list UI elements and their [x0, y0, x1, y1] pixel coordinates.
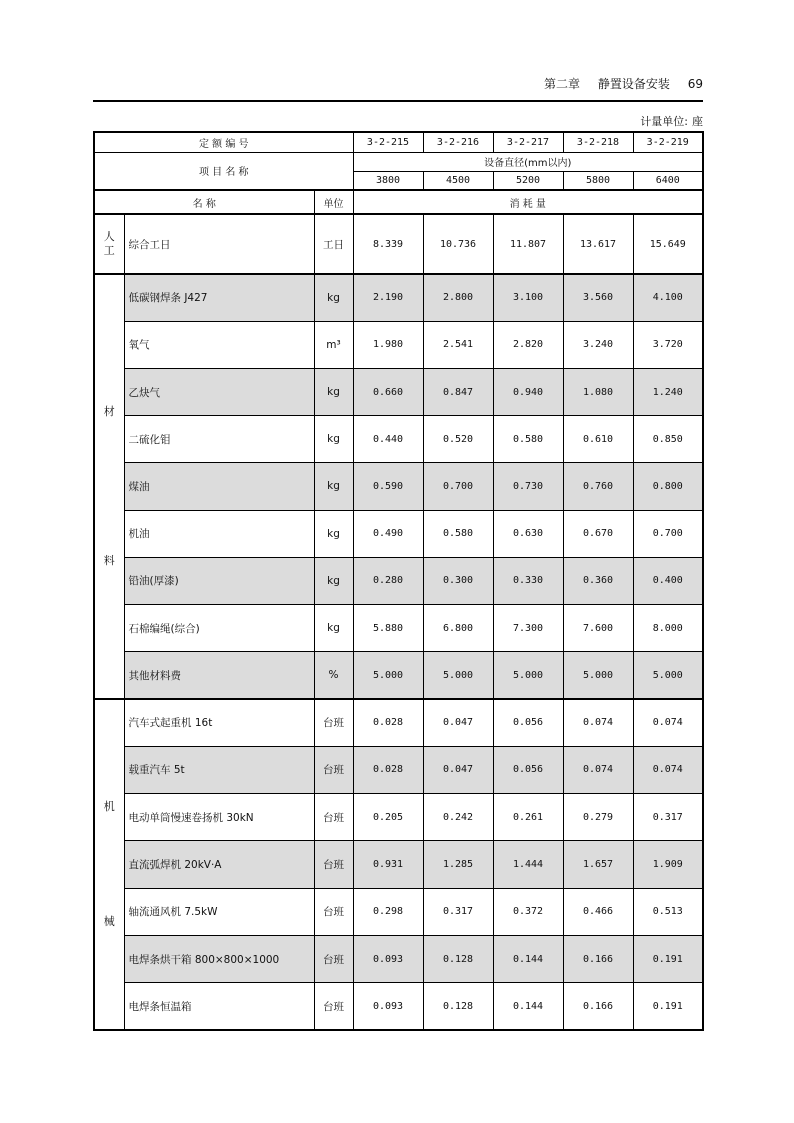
consumption-value: 0.191 — [633, 983, 703, 1030]
consumption-value: 2.800 — [423, 274, 493, 321]
consumption-value: 0.261 — [493, 794, 563, 841]
consumption-value: 10.736 — [423, 214, 493, 274]
item-unit: kg — [314, 605, 353, 652]
item-name: 氧气 — [124, 321, 314, 368]
consumption-value: 0.660 — [353, 368, 423, 415]
item-unit: m³ — [314, 321, 353, 368]
item-unit: kg — [314, 463, 353, 510]
consumption-value: 15.649 — [633, 214, 703, 274]
category-material — [94, 274, 124, 699]
table-row — [94, 214, 703, 274]
item-name: 载重汽车 5t — [124, 746, 314, 793]
item-unit: kg — [314, 416, 353, 463]
category-labor — [94, 214, 124, 274]
quota-number: 3-2-219 — [633, 132, 703, 152]
table-row — [94, 746, 703, 793]
consumption-value: 0.279 — [563, 794, 633, 841]
consumption-value: 0.360 — [563, 557, 633, 604]
consumption-value: 0.093 — [353, 935, 423, 982]
consumption-value: 2.820 — [493, 321, 563, 368]
consumption-value: 0.940 — [493, 368, 563, 415]
consumption-value: 1.980 — [353, 321, 423, 368]
table-row — [94, 368, 703, 415]
item-unit: kg — [314, 274, 353, 321]
col-name-header: 名 称 — [94, 190, 314, 214]
diameter-value: 4500 — [423, 171, 493, 190]
unit-note-value: 座 — [692, 115, 703, 128]
consumption-value: 5.000 — [353, 652, 423, 699]
consumption-value: 0.610 — [563, 416, 633, 463]
consumption-value: 0.166 — [563, 935, 633, 982]
category-char: 人 — [103, 229, 115, 243]
item-unit: 台班 — [314, 888, 353, 935]
col-unit-header: 单位 — [314, 190, 353, 214]
item-unit: kg — [314, 510, 353, 557]
consumption-value: 0.144 — [493, 935, 563, 982]
consumption-value: 0.128 — [423, 983, 493, 1030]
consumption-value: 2.541 — [423, 321, 493, 368]
item-unit: 台班 — [314, 794, 353, 841]
consumption-value: 0.056 — [493, 699, 563, 746]
item-unit: 台班 — [314, 699, 353, 746]
consumption-value: 0.047 — [423, 746, 493, 793]
consumption-value: 0.730 — [493, 463, 563, 510]
consumption-value: 0.847 — [423, 368, 493, 415]
item-unit: 台班 — [314, 841, 353, 888]
consumption-value: 6.800 — [423, 605, 493, 652]
diameter-value: 3800 — [353, 171, 423, 190]
consumption-value: 0.191 — [633, 935, 703, 982]
item-unit: 工日 — [314, 214, 353, 274]
category-machine — [94, 699, 124, 1030]
consumption-value: 13.617 — [563, 214, 633, 274]
header-rule — [93, 100, 703, 102]
item-name: 电动单筒慢速卷扬机 30kN — [124, 794, 314, 841]
consumption-value: 3.100 — [493, 274, 563, 321]
consumption-value: 0.590 — [353, 463, 423, 510]
consumption-value: 0.056 — [493, 746, 563, 793]
consumption-value: 0.490 — [353, 510, 423, 557]
table-row — [94, 274, 703, 321]
item-unit: 台班 — [314, 983, 353, 1030]
consumption-value: 0.700 — [633, 510, 703, 557]
consumption-value: 0.074 — [563, 746, 633, 793]
quota-number-row — [94, 132, 703, 152]
category-char: 料 — [103, 553, 115, 567]
consumption-value: 8.000 — [633, 605, 703, 652]
consumption-value: 1.909 — [633, 841, 703, 888]
quota-number: 3-2-215 — [353, 132, 423, 152]
page-number: 69 — [687, 77, 703, 91]
consumption-value: 0.028 — [353, 746, 423, 793]
item-name: 汽车式起重机 16t — [124, 699, 314, 746]
consumption-value: 0.205 — [353, 794, 423, 841]
section-title: 静置设备安装 — [597, 77, 670, 91]
item-name: 机油 — [124, 510, 314, 557]
consumption-value: 0.317 — [423, 888, 493, 935]
consumption-value: 2.190 — [353, 274, 423, 321]
column-header-row — [94, 190, 703, 214]
table-row — [94, 841, 703, 888]
quota-label: 定 额 编 号 — [94, 132, 353, 152]
consumption-value: 5.000 — [493, 652, 563, 699]
consumption-value: 0.074 — [633, 746, 703, 793]
table-row — [94, 652, 703, 699]
consumption-value: 0.047 — [423, 699, 493, 746]
item-unit: 台班 — [314, 935, 353, 982]
consumption-value: 4.100 — [633, 274, 703, 321]
consumption-value: 0.850 — [633, 416, 703, 463]
consumption-value: 7.600 — [563, 605, 633, 652]
consumption-value: 0.580 — [423, 510, 493, 557]
unit-note-label: 计量单位: — [640, 115, 688, 128]
table-row — [94, 888, 703, 935]
diameter-value: 5800 — [563, 171, 633, 190]
consumption-value: 0.513 — [633, 888, 703, 935]
consumption-value: 0.242 — [423, 794, 493, 841]
consumption-value: 1.080 — [563, 368, 633, 415]
consumption-value: 0.074 — [563, 699, 633, 746]
item-unit: kg — [314, 368, 353, 415]
consumption-value: 0.670 — [563, 510, 633, 557]
chapter-label: 第二章 — [544, 77, 581, 91]
consumption-value: 5.000 — [633, 652, 703, 699]
item-name: 综合工日 — [124, 214, 314, 274]
category-char: 械 — [103, 914, 115, 928]
consumption-value: 3.240 — [563, 321, 633, 368]
consumption-value: 0.440 — [353, 416, 423, 463]
consumption-value: 0.028 — [353, 699, 423, 746]
table-row — [94, 463, 703, 510]
table-row — [94, 983, 703, 1030]
consumption-value: 0.074 — [633, 699, 703, 746]
consumption-value: 0.700 — [423, 463, 493, 510]
param-row — [94, 152, 703, 171]
table-row — [94, 321, 703, 368]
consumption-value: 0.400 — [633, 557, 703, 604]
consumption-value: 1.657 — [563, 841, 633, 888]
item-name: 煤油 — [124, 463, 314, 510]
item-name: 铅油(厚漆) — [124, 557, 314, 604]
item-name: 低碳钢焊条 J427 — [124, 274, 314, 321]
category-char: 工 — [103, 244, 115, 257]
consumption-value: 8.339 — [353, 214, 423, 274]
consumption-value: 0.166 — [563, 983, 633, 1030]
consumption-value: 0.128 — [423, 935, 493, 982]
consumption-value: 0.466 — [563, 888, 633, 935]
item-name: 石棉编绳(综合) — [124, 605, 314, 652]
consumption-value: 0.580 — [493, 416, 563, 463]
item-name: 其他材料费 — [124, 652, 314, 699]
category-char: 机 — [103, 800, 115, 813]
consumption-value: 1.240 — [633, 368, 703, 415]
consumption-value: 0.760 — [563, 463, 633, 510]
item-name: 直流弧焊机 20kV·A — [124, 841, 314, 888]
diameter-value: 6400 — [633, 171, 703, 190]
consumption-value: 5.880 — [353, 605, 423, 652]
quota-number: 3-2-217 — [493, 132, 563, 152]
quota-table — [93, 131, 704, 1031]
table-row — [94, 416, 703, 463]
consumption-value: 5.000 — [563, 652, 633, 699]
table-row — [94, 935, 703, 982]
consumption-value: 1.285 — [423, 841, 493, 888]
consumption-value: 3.560 — [563, 274, 633, 321]
item-name: 电焊条恒温箱 — [124, 983, 314, 1030]
item-name: 二硫化钼 — [124, 416, 314, 463]
unit-note — [93, 113, 703, 129]
consumption-value: 11.807 — [493, 214, 563, 274]
consumption-value: 0.800 — [633, 463, 703, 510]
item-name: 轴流通风机 7.5kW — [124, 888, 314, 935]
item-name-label: 项 目 名 称 — [94, 152, 353, 190]
table-row — [94, 699, 703, 746]
param-label: 设备直径(mm以内) — [353, 152, 703, 171]
item-unit: % — [314, 652, 353, 699]
consumption-value: 0.144 — [493, 983, 563, 1030]
consumption-value: 7.300 — [493, 605, 563, 652]
item-name: 电焊条烘干箱 800×800×1000 — [124, 935, 314, 982]
consumption-value: 0.300 — [423, 557, 493, 604]
diameter-value: 5200 — [493, 171, 563, 190]
consumption-value: 0.317 — [633, 794, 703, 841]
table-row — [94, 794, 703, 841]
consumption-value: 3.720 — [633, 321, 703, 368]
consumption-value: 1.444 — [493, 841, 563, 888]
consumption-value: 5.000 — [423, 652, 493, 699]
col-consumption-header: 消 耗 量 — [353, 190, 703, 214]
item-name: 乙炔气 — [124, 368, 314, 415]
table-row — [94, 605, 703, 652]
consumption-value: 0.931 — [353, 841, 423, 888]
consumption-value: 0.372 — [493, 888, 563, 935]
consumption-value: 0.330 — [493, 557, 563, 604]
page-header — [93, 75, 703, 89]
table-row — [94, 557, 703, 604]
quota-number: 3-2-216 — [423, 132, 493, 152]
quota-number: 3-2-218 — [563, 132, 633, 152]
consumption-value: 0.298 — [353, 888, 423, 935]
consumption-value: 0.520 — [423, 416, 493, 463]
table-row — [94, 510, 703, 557]
consumption-value: 0.093 — [353, 983, 423, 1030]
item-unit: kg — [314, 557, 353, 604]
consumption-value: 0.630 — [493, 510, 563, 557]
consumption-value: 0.280 — [353, 557, 423, 604]
category-char: 材 — [103, 405, 115, 418]
item-unit: 台班 — [314, 746, 353, 793]
